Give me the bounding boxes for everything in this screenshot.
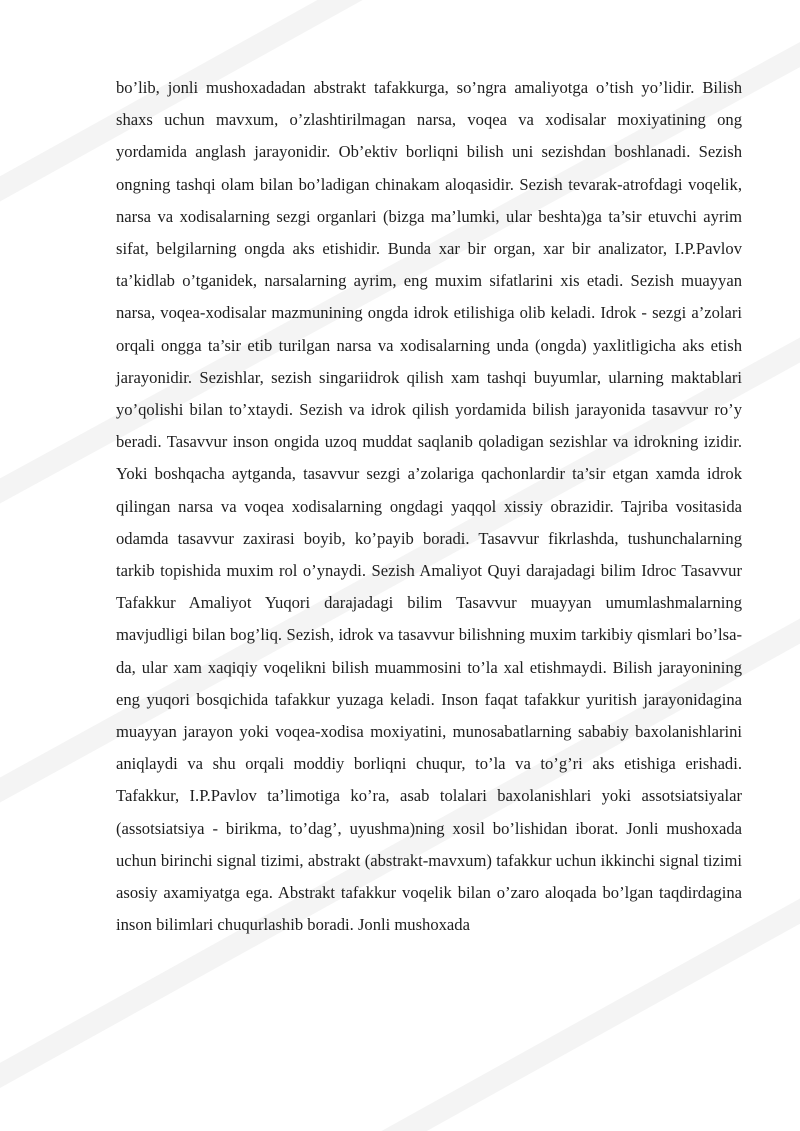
- document-body: [116, 72, 742, 941]
- body-paragraph: bo’lib, jonli mushoxadadan abstrakt tafakkurga, so’ngra amaliyotga o’tish yo’lidir. Bilish shaxs uchun mavxum, o’zlashtirilmagan narsa, voqea va xodisalar moxiyatining ong yordamida anglash jarayonidir. Ob’ektiv borliqni bilish uni sezishdan boshlanadi. Sezish ongning tashqi olam bilan bo’ladigan chinakam aloqasidir. Sezish tevarak-atrofdagi voqelik, narsa va xodisalarning sezgi organlari (bizga ma’lumki, ular beshta)ga ta’sir etuvchi ayrim sifat, belgilarning ongda aks etishidir. Bunda xar bir organ, xar bir analizator, I.P.Pavlov ta’kidlab o’tganidek, narsalarning ayrim, eng muxim sifatlarini xis etadi. Sezish muayyan narsa, voqea-xodisalar mazmunining ongda idrok etilishiga olib keladi. Idrok - sezgi a’zolari orqali ongga ta’sir etib turilgan narsa va xodisalarning unda (ongda) yaxlitligicha aks etish jarayonidir. Sezishlar, sezish singariidrok qilish xam tashqi buyumlar, ularning maktablari yo’qolishi bilan to’xtaydi. Sezish va idrok qilish yordamida bilish jarayonida tasavvur ro’y beradi. Tasavvur inson ongida uzoq muddat saqlanib qoladigan sezishlar va idrokning izidir. Yoki boshqacha aytganda, tasavvur sezgi a’zolariga qachonlardir ta’sir etgan xamda idrok qilingan narsa va voqea xodisalarning ongdagi yaqqol xissiy obrazidir. Tajriba vositasida odamda tasavvur zaxirasi boyib, ko’payib boradi. Tasavvur fikrlashda, tushunchalarning tarkib topishida muxim rol o’ynaydi. Sezish Amaliyot Quyi darajadagi bilim Idroc Tasavvur Tafakkur Amaliyot Yuqori darajadagi bilim Tasavvur muayyan umumlashmalarning mavjudligi bilan bog’liq. Sezish, idrok va tasavvur bilishning muxim tarkibiy qismlari bo’lsa-da, ular xam xaqiqiy voqelikni bilish muammosini to’la xal etishmaydi. Bilish jarayonining eng yuqori bosqichida tafakkur yuzaga keladi. Inson faqat tafakkur yuritish jarayonidagina muayyan jarayon yoki voqea-xodisa moxiyatini, munosabatlarning sababiy baxolanishlarini aniqlaydi va shu orqali moddiy borliqni chuqur, to’la va to’g’ri aks etishiga erishadi. Tafakkur, I.P.Pavlov ta’limotiga ko’ra, asab tolalari baxolanishlari yoki assotsiatsiyalar (assotsiatsiya - birikma, to’dag’, uyushma)ning xosil bo’lishidan iborat. Jonli mushoxada uchun birinchi signal tizimi, abstrakt (abstrakt-mavxum) tafakkur uchun ikkinchi signal tizimi asosiy axamiyatga ega. Abstrakt tafakkur voqelik bilan o’zaro aloqada bo’lgan taqdirdagina inson bilimlari chuqurlashib boradi. Jonli mushoxada: [116, 78, 742, 935]
